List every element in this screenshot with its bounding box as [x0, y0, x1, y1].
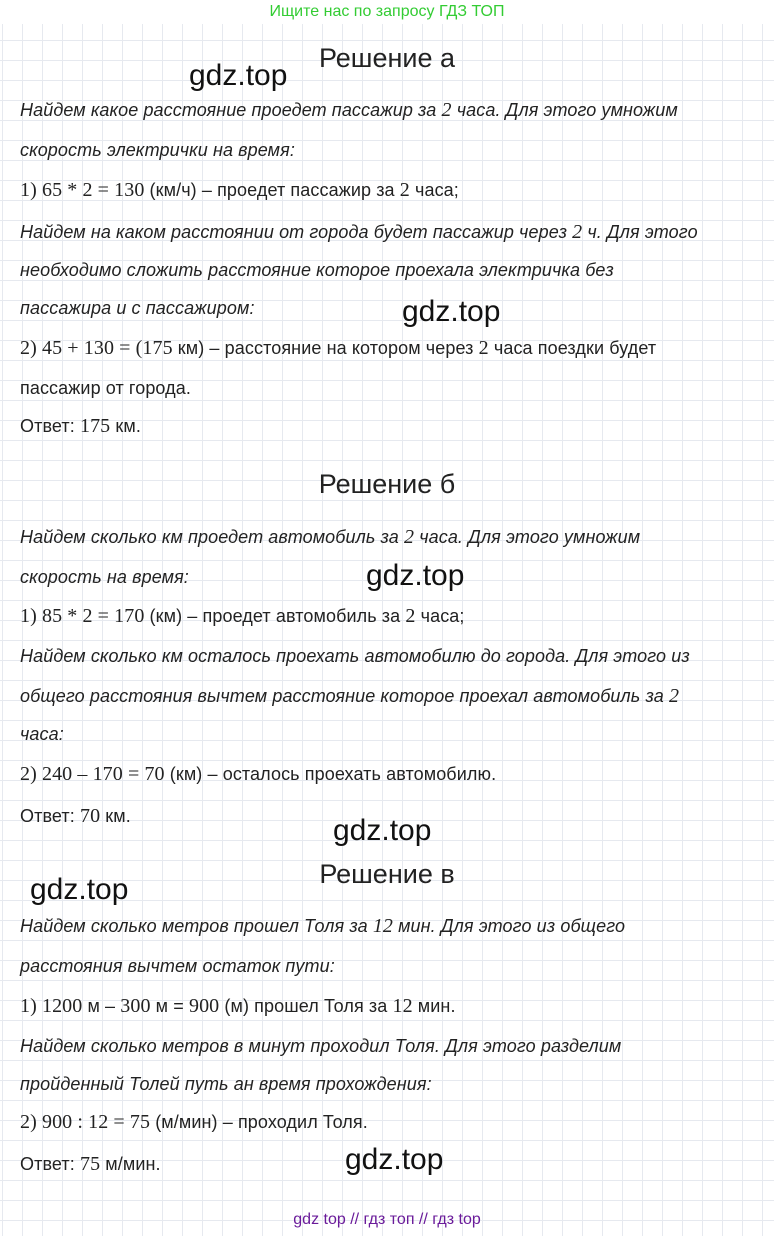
text-line: Найдем какое расстояние проедет пассажир за 2 часа. Для этого умножим	[20, 99, 678, 121]
answer-line: Ответ: 70 км.	[20, 805, 131, 827]
text-line: расстояния вычтем остаток пути:	[20, 956, 335, 976]
text-line: необходимо сложить расстояние которое проехала электричка без	[20, 260, 614, 280]
text-line: 2) 240 – 170 = 70 (км) – осталось проехать автомобилю.	[20, 763, 497, 785]
answer-line: Ответ: 75 м/мин.	[20, 1153, 161, 1175]
text-line: Найдем сколько метров в минут проходил Толя. Для этого разделим	[20, 1036, 622, 1056]
text-line: 1) 65 * 2 = 130 (км/ч) – проедет пассажир за 2 часа;	[20, 179, 459, 201]
watermark: gdz.top	[30, 873, 129, 906]
text-line: 2) 45 + 130 = (175 км) – расстояние на котором через 2 часа поездки будет	[20, 337, 657, 359]
text-line: общего расстояния вычтем расстояние которое проехал автомобиль за 2	[20, 685, 680, 707]
search-banner: Ищите нас по запросу ГДЗ ТОП	[0, 0, 774, 24]
text-line: скорость на время:	[20, 567, 189, 587]
watermark: gdz.top	[333, 814, 432, 847]
text-line: часа:	[20, 724, 64, 744]
text-line: 1) 1200 м – 300 м = 900 (м) прошел Толя за 12 мин.	[20, 995, 456, 1017]
text-line: скорость электрички на время:	[20, 140, 295, 160]
watermark: gdz.top	[402, 295, 501, 328]
text-line: Найдем сколько метров прошел Толя за 12 мин. Для этого из общего	[20, 915, 626, 937]
text-line: Найдем на каком расстоянии от города будет пассажир через 2 ч. Для этого	[20, 221, 698, 243]
text-line: Найдем сколько км осталось проехать автомобилю до города. Для этого из	[20, 646, 690, 666]
text-line: 1) 85 * 2 = 170 (км) – проедет автомобиль за 2 часа;	[20, 605, 465, 627]
watermark: gdz.top	[189, 59, 288, 92]
text-line: пассажир от города.	[20, 378, 191, 398]
footer-links[interactable]: gdz top // гдз топ // гдз top	[293, 1211, 481, 1228]
watermark: gdz.top	[345, 1143, 444, 1176]
text-line: Найдем сколько км проедет автомобиль за 2 часа. Для этого умножим	[20, 526, 641, 548]
answer-line: Ответ: 175 км.	[20, 415, 141, 437]
text-line: пройденный Толей путь ан время прохождения:	[20, 1074, 432, 1094]
text-line: 2) 900 : 12 = 75 (м/мин) – проходил Толя.	[20, 1111, 368, 1133]
heading-solution-a: Решение а	[318, 43, 456, 73]
heading-solution-c: Решение в	[319, 859, 455, 889]
text-line: пассажира и с пассажиром:	[20, 298, 255, 318]
watermark: gdz.top	[366, 559, 465, 592]
heading-solution-b: Решение б	[318, 469, 456, 499]
